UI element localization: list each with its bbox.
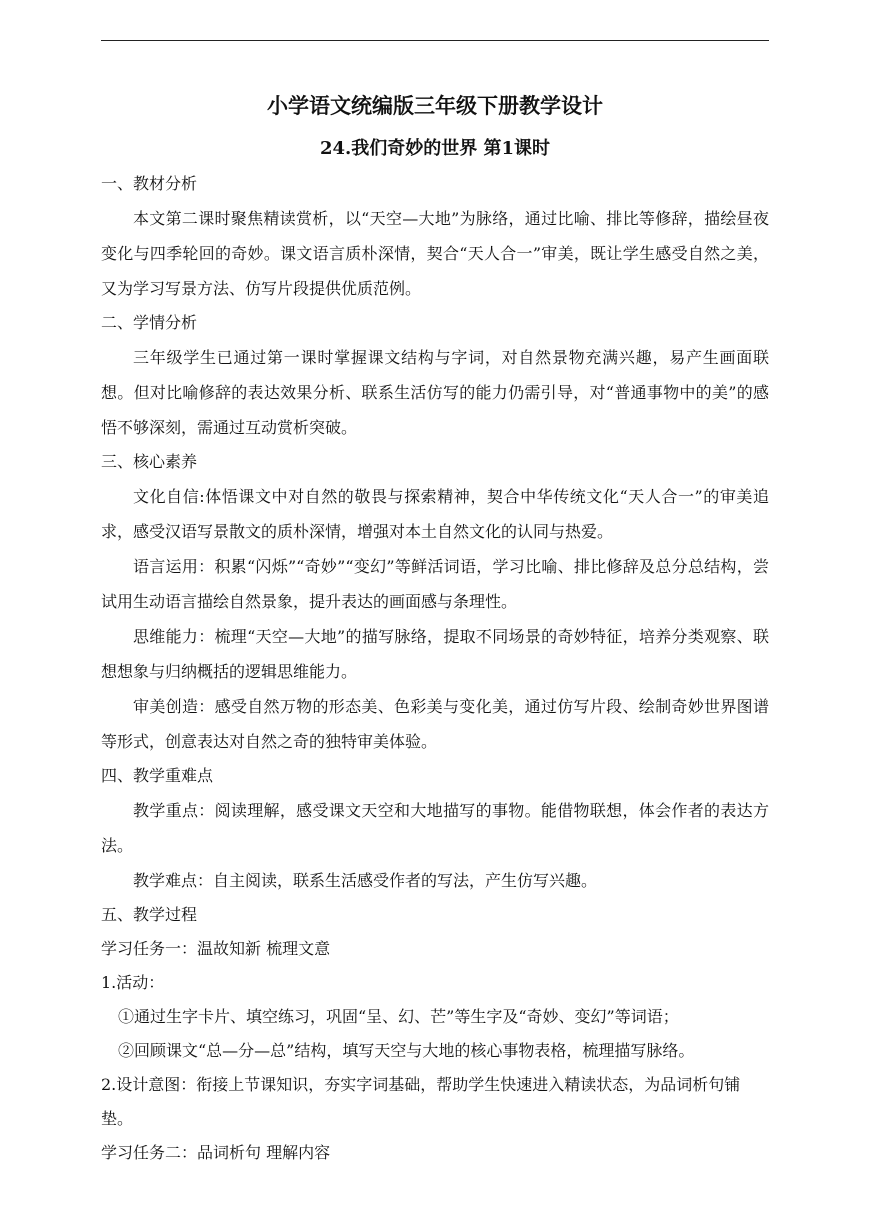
- task-one-activity-item-2: ②回顾课文“总—分—总”结构，填写天空与大地的核心事物表格，梳理描写脉络。: [118, 1041, 695, 1060]
- document-body: [101, 86, 769, 1170]
- section-heading-textbook-analysis: 一、教材分析: [101, 174, 198, 193]
- task-one-activity-item-1: ①通过生字卡片、填空练习，巩固“呈、幻、芒”等生字及“奇妙、变幻”等词语；: [118, 1007, 679, 1026]
- lesson-subtitle: 24.我们奇妙的世界 第1课时: [319, 138, 551, 159]
- paragraph-teaching-difficulty: 教学难点：自主阅读，联系生活感受作者的写法，产生仿写兴趣。: [133, 871, 598, 890]
- paragraph-textbook-analysis: 本文第二课时聚焦精读赏析，以“天空—大地”为脉络，通过比喻、排比等修辞，描绘昼夜变化与四季轮回的奇妙。课文语言质朴深情，契合“天人合一”审美，既让学生感受自然之美，又为学习写景方法、仿写片段提供优质范例。: [101, 209, 769, 298]
- section-heading-teaching-process: 五、教学过程: [101, 905, 198, 924]
- task-two-title: 学习任务二：品词析句 理解内容: [101, 1143, 331, 1162]
- paragraph-aesthetic-creation: 审美创造：感受自然万物的形态美、色彩美与变化美，通过仿写片段、绘制奇妙世界图谱等形式，创意表达对自然之奇的独特审美体验。: [101, 697, 769, 751]
- paragraph-thinking-ability: 思维能力：梳理“天空—大地”的描写脉络，提取不同场景的奇妙特征，培养分类观察、联想想象与归纳概括的逻辑思维能力。: [101, 627, 769, 681]
- paragraph-learner-analysis: 三年级学生已通过第一课时掌握课文结构与字词，对自然景物充满兴趣，易产生画面联想。但对比喻修辞的表达效果分析、联系生活仿写的能力仍需引导，对“普通事物中的美”的感悟不够深刻，需通过互动赏析突破。: [101, 348, 769, 437]
- section-heading-key-points: 四、教学重难点: [101, 766, 214, 785]
- paragraph-teaching-focus: 教学重点：阅读理解，感受课文天空和大地描写的事物。能借物联想，体会作者的表达方法。: [101, 801, 769, 855]
- paragraph-language-use: 语言运用：积累“闪烁”“奇妙”“变幻”等鲜活词语，学习比喻、排比修辞及总分总结构，尝试用生动语言描绘自然景象，提升表达的画面感与条理性。: [101, 557, 769, 611]
- section-heading-learner-analysis: 二、学情分析: [101, 313, 198, 332]
- document-title: 小学语文统编版三年级下册教学设计: [267, 93, 603, 118]
- paragraph-cultural-confidence: 文化自信:体悟课文中对自然的敬畏与探索精神，契合中华传统文化“天人合一”的审美追求，感受汉语写景散文的质朴深情，增强对本土自然文化的认同与热爱。: [101, 487, 769, 541]
- task-one-activity-label: 1.活动：: [101, 973, 165, 992]
- header-rule: [101, 40, 769, 41]
- task-one-design-intent: 2.设计意图：衔接上节课知识，夯实字词基础，帮助学生快速进入精读状态，为品词析句铺垫。: [101, 1075, 741, 1128]
- task-one-title: 学习任务一：温故知新 梳理文意: [101, 939, 331, 958]
- section-heading-core-literacy: 三、核心素养: [101, 452, 198, 471]
